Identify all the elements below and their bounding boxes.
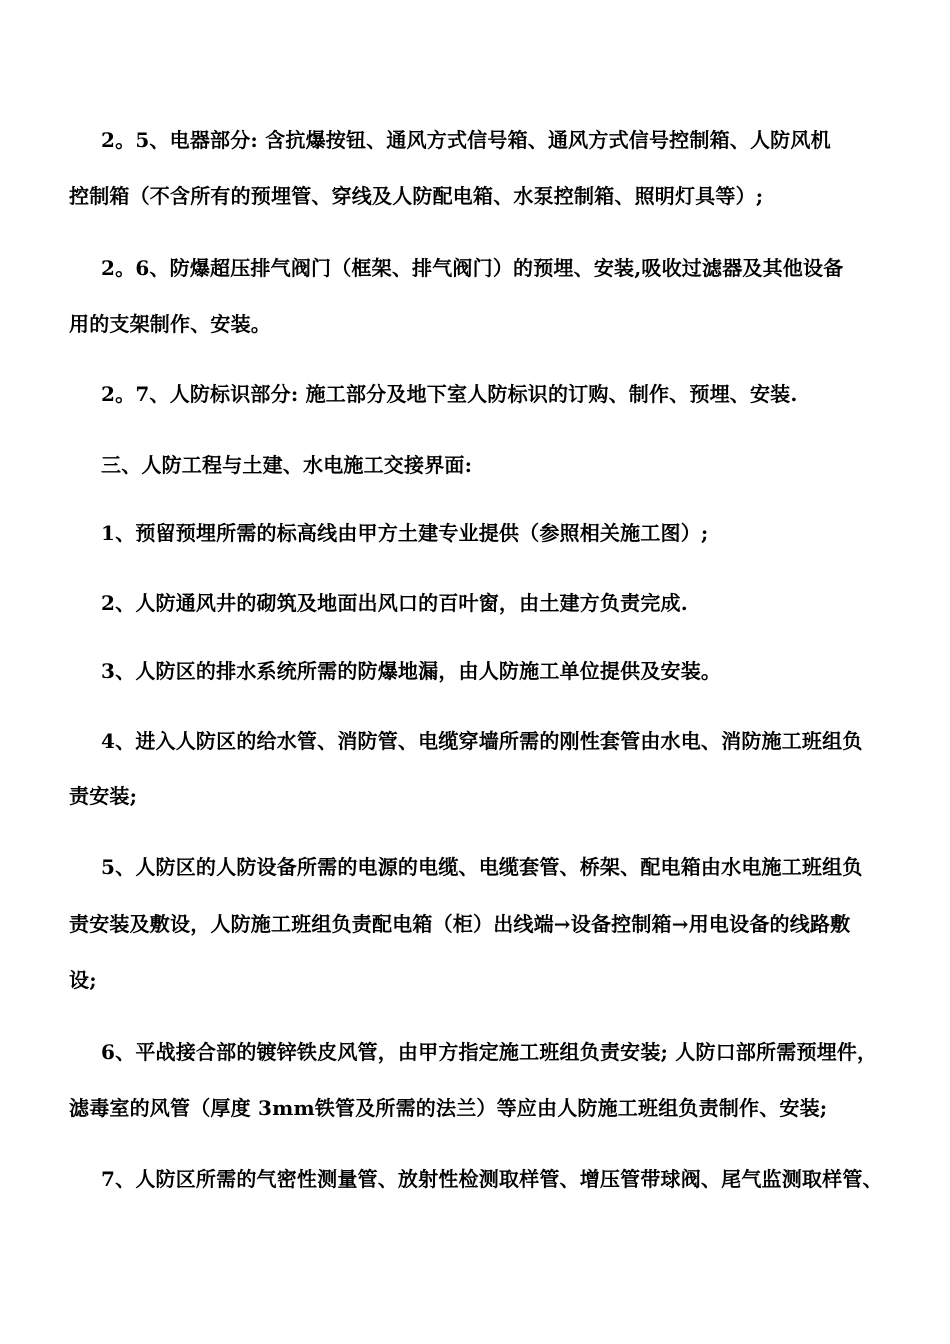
item-6-line-1: 6、平战接合部的镀锌铁皮风管，由甲方指定施工班组负责安装; 人防口部所需预埋件， <box>101 1040 878 1064</box>
item-4-line-1: 4、进入人防区的给水管、消防管、电缆穿墙所需的刚性套管由水电、消防施工班组负 <box>101 729 863 753</box>
item-5-line-2: 责安装及敷设，人防施工班组负责配电箱（柜）出线端→设备控制箱→用电设备的线路敷 <box>69 912 851 936</box>
paragraph-2-5-line-2: 控制箱（不含所有的预埋管、穿线及人防配电箱、水泵控制箱、照明灯具等）; <box>69 184 764 208</box>
item-3: 3、人防区的排水系统所需的防爆地漏，由人防施工单位提供及安装。 <box>101 659 722 683</box>
paragraph-2-7: 2。7、人防标识部分: 施工部分及地下室人防标识的订购、制作、预埋、安装. <box>101 382 798 406</box>
paragraph-2-6-line-2: 用的支架制作、安装。 <box>69 312 271 336</box>
paragraph-2-5-line-1: 2。5、电器部分: 含抗爆按钮、通风方式信号箱、通风方式信号控制箱、人防风机 <box>101 128 831 152</box>
item-5-line-3: 设; <box>69 968 97 992</box>
item-2: 2、人防通风井的砌筑及地面出风口的百叶窗，由土建方负责完成. <box>101 591 688 615</box>
item-6-line-2: 滤毒室的风管（厚度 3mm铁管及所需的法兰）等应由人防施工班组负责制作、安装; <box>69 1096 828 1120</box>
item-7-line-1: 7、人防区所需的气密性测量管、放射性检测取样管、增压管带球阀、尾气监测取样管、 <box>101 1167 883 1191</box>
paragraph-2-6-line-1: 2。6、防爆超压排气阀门（框架、排气阀门）的预埋、安装,吸收过滤器及其他设备 <box>101 256 844 280</box>
item-5-line-1: 5、人防区的人防设备所需的电源的电缆、电缆套管、桥架、配电箱由水电施工班组负 <box>101 855 863 879</box>
item-1: 1、预留预埋所需的标高线由甲方土建专业提供（参照相关施工图）; <box>101 521 709 545</box>
item-4-line-2: 责安装; <box>69 784 138 808</box>
section-heading-3: 三、人防工程与土建、水电施工交接界面: <box>101 453 473 477</box>
